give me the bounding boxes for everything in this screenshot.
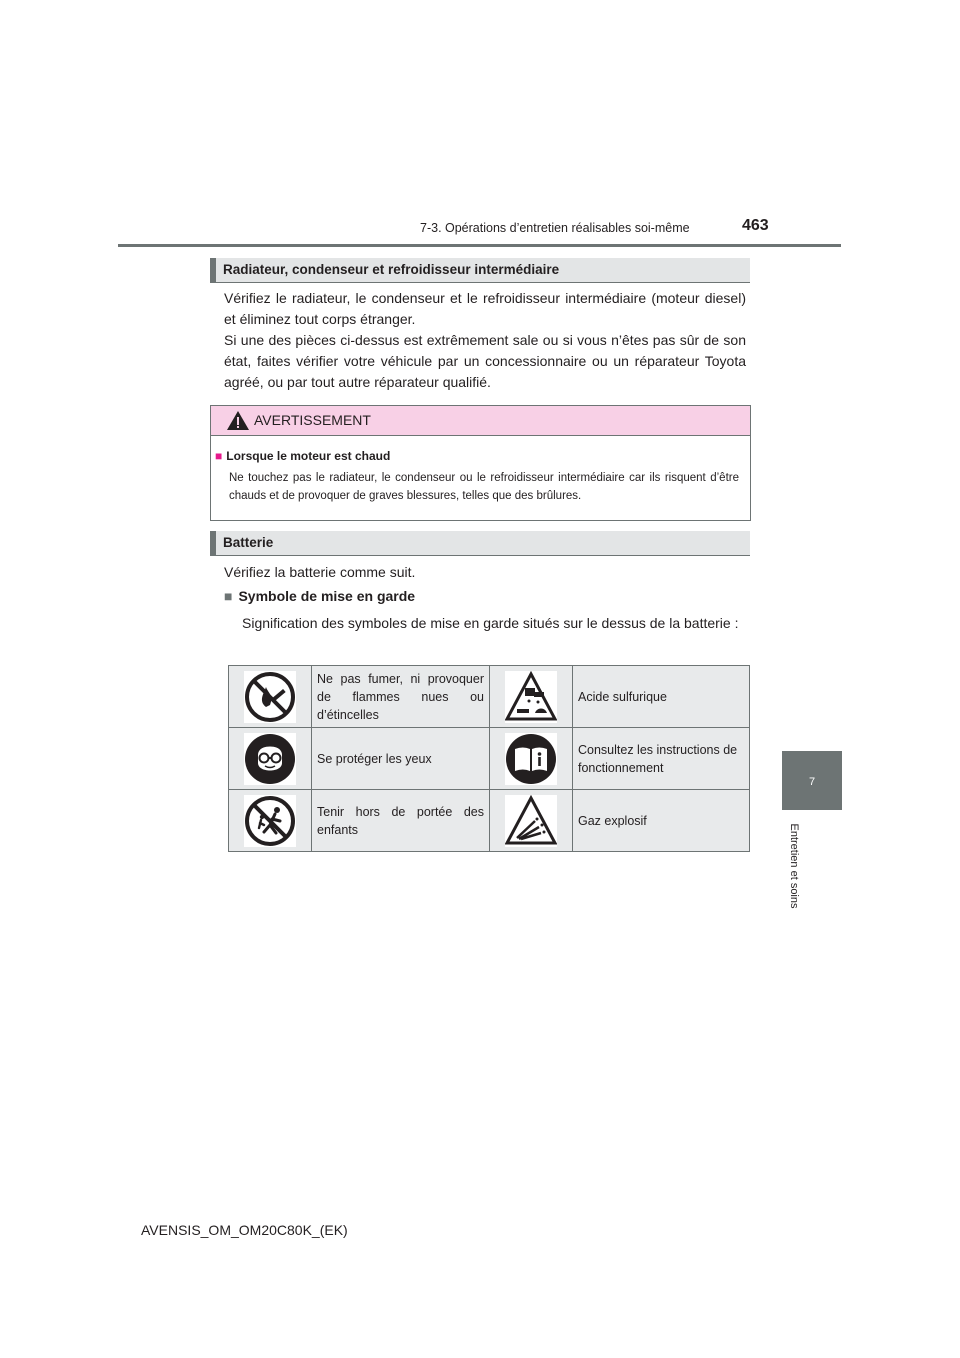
pink-square-bullet-icon: ■	[215, 449, 223, 463]
gray-square-bullet-icon: ■	[224, 588, 233, 604]
section-radiator-heading	[210, 258, 750, 283]
symbol-description: Consultez les instructions de fonctionnement	[573, 728, 750, 790]
header-rule	[118, 244, 841, 247]
warning-triangle-icon	[226, 410, 250, 431]
chapter-tab[interactable]: 7	[782, 751, 842, 810]
corrosive-acid-icon	[505, 671, 557, 723]
symbol-cell	[229, 728, 312, 790]
warning-header	[211, 406, 750, 436]
battery-subheading-text: Symbole de mise en garde	[238, 588, 416, 604]
warning-title-text: Lorsque le moteur est chaud	[226, 449, 391, 463]
section-radiator-title: Radiateur, condenseur et refroidisseur intermédiaire	[223, 262, 560, 277]
eye-protection-icon	[244, 733, 296, 785]
symbol-cell	[229, 666, 312, 728]
document-code: AVENSIS_OM_OM20C80K_(EK)	[141, 1222, 348, 1238]
page-number: 463	[742, 217, 769, 234]
warning-box	[210, 405, 751, 521]
section-battery-heading	[210, 531, 750, 556]
chapter-title: 7-3. Opérations d’entretien réalisables soi-même	[420, 221, 690, 235]
symbol-cell	[490, 728, 573, 790]
symbol-description: Tenir hors de portée des enfants	[312, 790, 490, 852]
warning-title	[215, 449, 390, 463]
warning-symbols-table	[228, 665, 750, 852]
keep-away-children-icon	[244, 795, 296, 847]
warning-heading: AVERTISSEMENT	[254, 412, 371, 428]
table-row	[229, 666, 750, 728]
battery-subtext: Signification des symboles de mise en garde situés sur le dessus de la batterie :	[242, 615, 739, 631]
symbol-description: Ne pas fumer, ni provoquer de flammes nues ou d’étincelles	[312, 666, 490, 728]
symbol-description: Acide sulfurique	[573, 666, 750, 728]
radiator-paragraph-1: Vérifiez le radiateur, le condenseur et le refroidisseur intermédiaire (moteur diesel) et éliminez tout corps étranger.	[224, 290, 746, 327]
symbol-cell	[490, 790, 573, 852]
instruction-manual-icon	[505, 733, 557, 785]
symbol-cell	[229, 790, 312, 852]
warning-text: Ne touchez pas le radiateur, le condenseur ou le refroidisseur intermédiaire car ils risquent d’être chauds et de provoquer de graves blessures, telles que des brûlures.	[229, 472, 739, 502]
radiator-paragraph-2: Si une des pièces ci-dessus est extrêmement sale ou si vous n’êtes pas sûr de son état, faites vérifier votre véhicule par un concessionnaire ou un réparateur Toyota agréé, ou par tout autre réparateur qualifié.	[224, 332, 746, 390]
table-row	[229, 790, 750, 852]
battery-subheading	[224, 588, 415, 604]
explosive-gas-icon	[505, 795, 557, 847]
section-battery-title: Batterie	[223, 535, 274, 550]
symbol-cell	[490, 666, 573, 728]
no-smoking-flame-icon	[244, 671, 296, 723]
chapter-tab-label: Entretien et soins	[788, 823, 800, 909]
table-row	[229, 728, 750, 790]
battery-intro: Vérifiez la batterie comme suit.	[224, 564, 416, 580]
symbol-description: Gaz explosif	[573, 790, 750, 852]
symbol-description: Se protéger les yeux	[312, 728, 490, 790]
